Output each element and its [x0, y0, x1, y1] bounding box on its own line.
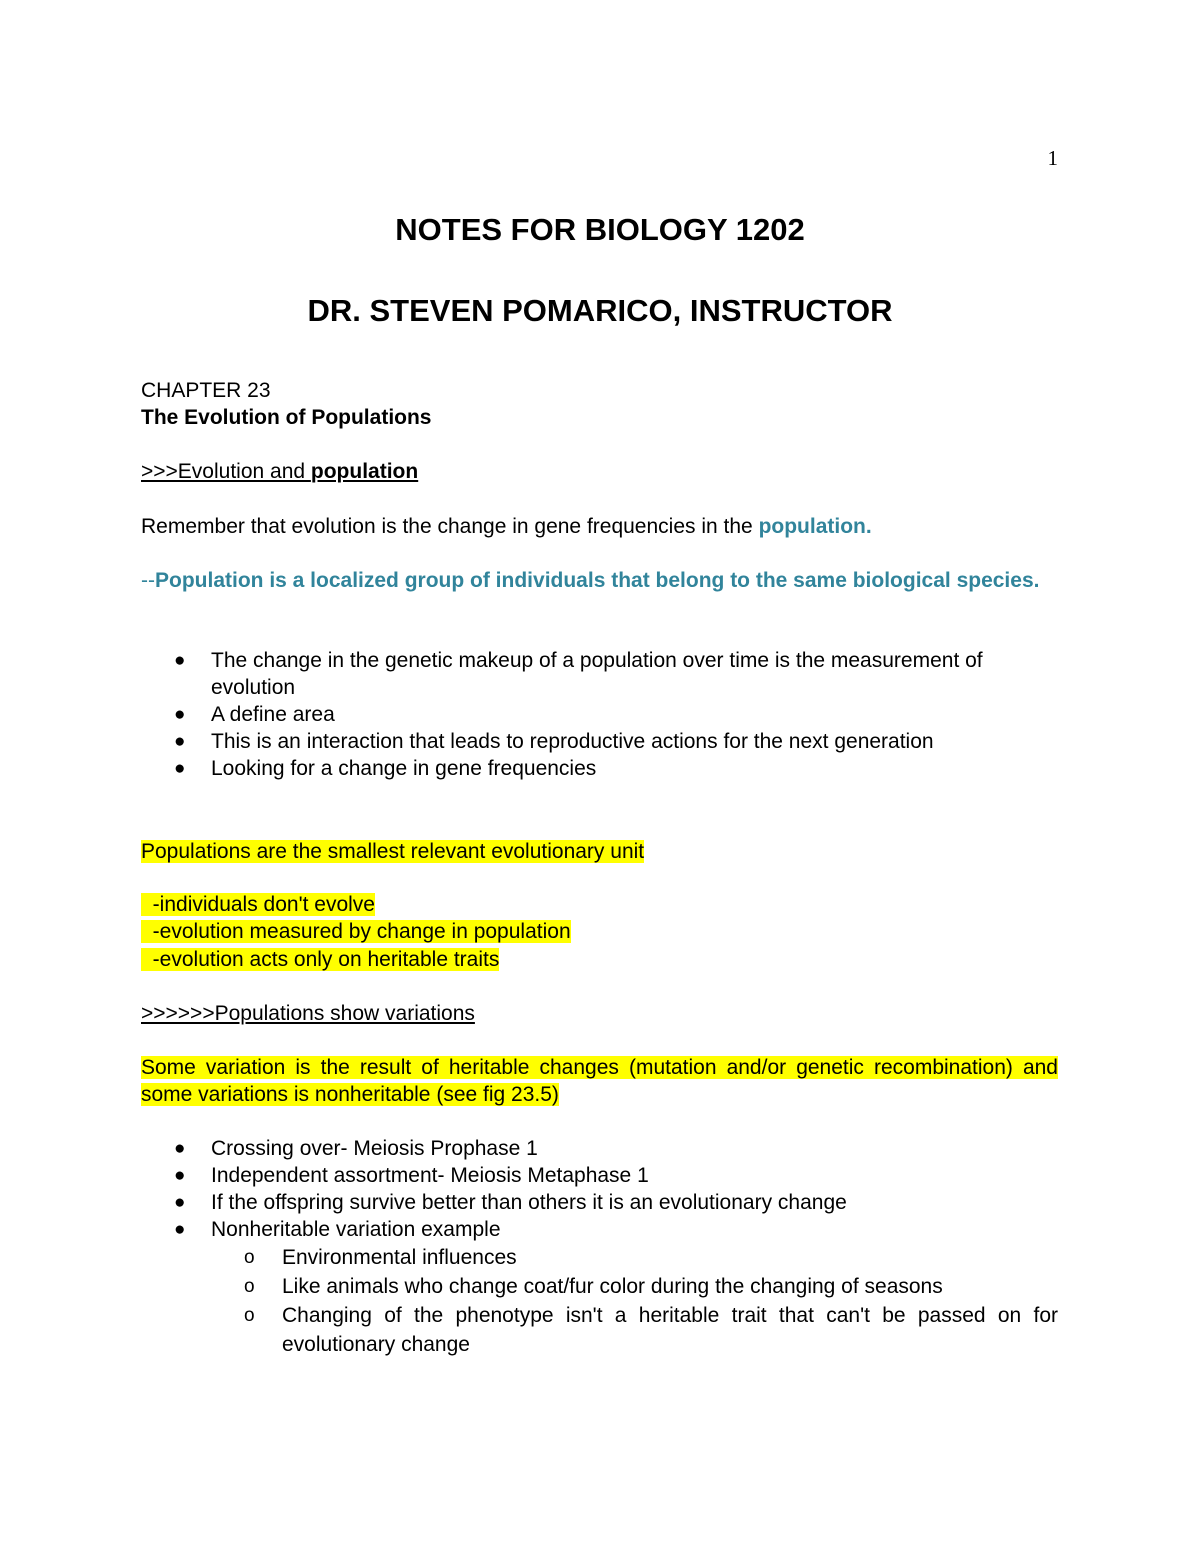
section-heading-bold: population — [310, 460, 419, 483]
bullet-text: Crossing over- Meiosis Prophase 1 — [211, 1137, 538, 1160]
page-title: NOTES FOR BIOLOGY 1202 — [395, 212, 805, 247]
section-heading-evolution — [141, 458, 1058, 485]
sub-list-item — [211, 1272, 1058, 1301]
bullet-icon: ● — [174, 1165, 186, 1186]
remember-text: Remember that evolution is the change in gene frequencies in the — [141, 515, 759, 538]
highlighted-statement: Populations are the smallest relevant evolutionary unit — [141, 840, 645, 863]
highlight-point-2 — [141, 918, 1058, 945]
definition-text: Population is a localized group of individuals that belong to the same biological species. — [155, 569, 1040, 592]
chapter-name: The Evolution of Populations — [141, 406, 432, 429]
bullet-text: Nonheritable variation example — [211, 1218, 501, 1241]
section-heading-variations: >>>>>>Populations show variations — [141, 1002, 475, 1025]
list-item — [141, 1189, 1058, 1216]
highlighted-point — [141, 893, 375, 916]
list-item — [141, 1162, 1058, 1189]
sub-bullet-text: Changing of the phenotype isn't a heritable trait that can't be passed on for evolutionary change — [282, 1304, 1058, 1356]
definition-prefix: -- — [141, 569, 155, 592]
list-item — [141, 728, 1058, 755]
evolution-bullets — [141, 647, 1058, 782]
list-item — [141, 647, 1058, 701]
bullet-icon: ● — [174, 758, 186, 779]
bullet-text: This is an interaction that leads to reproductive actions for the next generation — [211, 730, 934, 753]
highlighted-point — [141, 948, 499, 971]
point-text: -individuals don't evolve — [152, 893, 375, 916]
bullet-text: The change in the genetic makeup of a population over time is the measurement of evolution — [211, 649, 983, 699]
bullet-icon: ● — [174, 1138, 186, 1159]
remember-paragraph — [141, 513, 1058, 540]
point-text: -evolution acts only on heritable traits — [152, 948, 500, 971]
highlighted-point — [141, 920, 571, 943]
bullet-icon: ● — [174, 650, 186, 671]
chapter-label: CHAPTER 23 — [141, 379, 271, 402]
variation-text: Some variation is the result of heritable changes (mutation and/or genetic recombination) and some variations is nonheritable (see fig 23.5) — [141, 1056, 1058, 1106]
smallest-unit-statement — [141, 838, 1058, 865]
bullet-icon: ● — [174, 704, 186, 725]
bullet-text: Independent assortment- Meiosis Metaphase 1 — [211, 1164, 649, 1187]
list-item — [141, 755, 1058, 782]
page-number: 1 — [1047, 146, 1058, 170]
bullet-text: Looking for a change in gene frequencies — [211, 757, 597, 780]
bullet-icon: ● — [174, 1192, 186, 1213]
sub-bullet-text: Like animals who change coat/fur color during the changing of seasons — [282, 1275, 943, 1298]
highlight-point-3 — [141, 946, 1058, 973]
list-item — [141, 701, 1058, 728]
population-definition — [141, 567, 1058, 594]
sub-bullet-icon: o — [244, 1276, 255, 1297]
sub-list-item — [211, 1243, 1058, 1272]
variation-bullets — [141, 1135, 1058, 1359]
list-item — [141, 1216, 1058, 1359]
sub-bullet-icon: o — [244, 1305, 255, 1326]
section-heading-prefix: >>>Evolution and — [141, 460, 311, 483]
bullet-icon: ● — [174, 1219, 186, 1240]
instructor-title: DR. STEVEN POMARICO, INSTRUCTOR — [307, 293, 893, 328]
point-text: -evolution measured by change in population — [152, 920, 571, 943]
highlight-point-1 — [141, 891, 1058, 918]
sub-list-item — [211, 1301, 1058, 1359]
variation-paragraph — [141, 1054, 1058, 1108]
remember-highlight: population. — [758, 515, 872, 538]
bullet-text: If the offspring survive better than others it is an evolutionary change — [211, 1191, 847, 1214]
bullet-icon: ● — [174, 731, 186, 752]
sub-bullet-text: Environmental influences — [282, 1246, 517, 1269]
list-item — [141, 1135, 1058, 1162]
sub-bullet-icon: o — [244, 1247, 255, 1268]
bullet-text: A define area — [211, 703, 335, 726]
nonheritable-sub-list — [211, 1243, 1058, 1359]
